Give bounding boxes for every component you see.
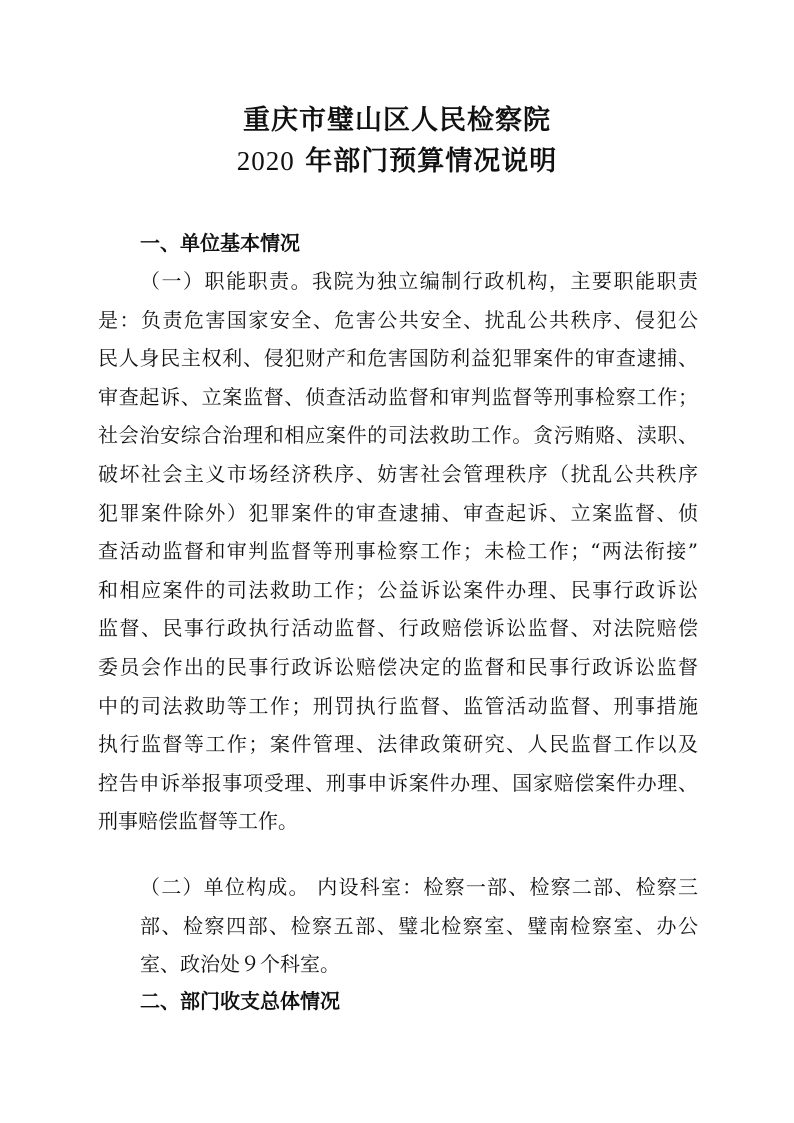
paragraph-line: 委员会作出的民事行政诉讼赔偿决定的监督和民事行政诉讼监督: [98, 654, 698, 679]
paragraph-line: 社会治安综合治理和相应案件的司法救助工作。贪污贿赂、渎职、: [98, 423, 698, 448]
paragraph-line: 室、政治处９个科室。: [140, 952, 340, 977]
paragraph-line: 审查起诉、立案监督、侦查活动监督和审判监督等刑事检察工作；: [98, 384, 698, 409]
paragraph-line: 中的司法救助等工作；刑罚执行监督、监管活动监督、刑事措施: [98, 693, 698, 718]
paragraph-line: 犯罪案件除外）犯罪案件的审查逮捕、审查起诉、立案监督、侦: [98, 500, 698, 525]
paragraph-line: 监督、民事行政执行活动监督、行政赔偿诉讼监督、对法院赔偿: [98, 616, 698, 641]
paragraph-line: 执行监督等工作；案件管理、法律政策研究、人民监督工作以及: [98, 732, 698, 757]
paragraph-duties: [98, 268, 698, 847]
paragraph-line: 查活动监督和审判监督等刑事检察工作；未检工作；“两法衔接”: [98, 539, 698, 564]
title-subtitle: 年部门预算情况说明: [294, 146, 558, 177]
paragraph-line: 和相应案件的司法救助工作；公益诉讼案件办理、民事行政诉讼: [98, 577, 698, 602]
section-heading-unit-basic-info: 一、单位基本情况: [140, 231, 300, 255]
paragraph-line: 民人身民主权利、侵犯财产和危害国防利益犯罪案件的审查逮捕、: [98, 346, 698, 371]
document-title-line1: 重庆市璧山区人民检察院: [243, 105, 551, 136]
title-year: 2020: [236, 146, 295, 176]
paragraph-line: 是：负责危害国家安全、危害公共安全、扰乱公共秩序、侵犯公: [98, 307, 698, 332]
paragraph-line: 控告申诉举报事项受理、刑事申诉案件办理、国家赔偿案件办理、: [98, 770, 698, 795]
paragraph-unit-structure: [140, 874, 698, 990]
document-title-line2: [0, 144, 794, 179]
paragraph-line: （一）职能职责。我院为独立编制行政机构，主要职能职责: [140, 269, 698, 293]
paragraph-line: 刑事赔偿监督等工作。: [98, 809, 298, 834]
section-heading-revenue-expenditure: 二、部门收支总体情况: [140, 989, 340, 1013]
paragraph-line: 破坏社会主义市场经济秩序、妨害社会管理秩序（扰乱公共秩序: [98, 461, 698, 486]
paragraph-line: 部、检察四部、检察五部、璧北检察室、璧南检察室、办公: [140, 913, 698, 938]
paragraph-line: （二）单位构成。 内设科室：检察一部、检察二部、检察三: [140, 875, 698, 899]
